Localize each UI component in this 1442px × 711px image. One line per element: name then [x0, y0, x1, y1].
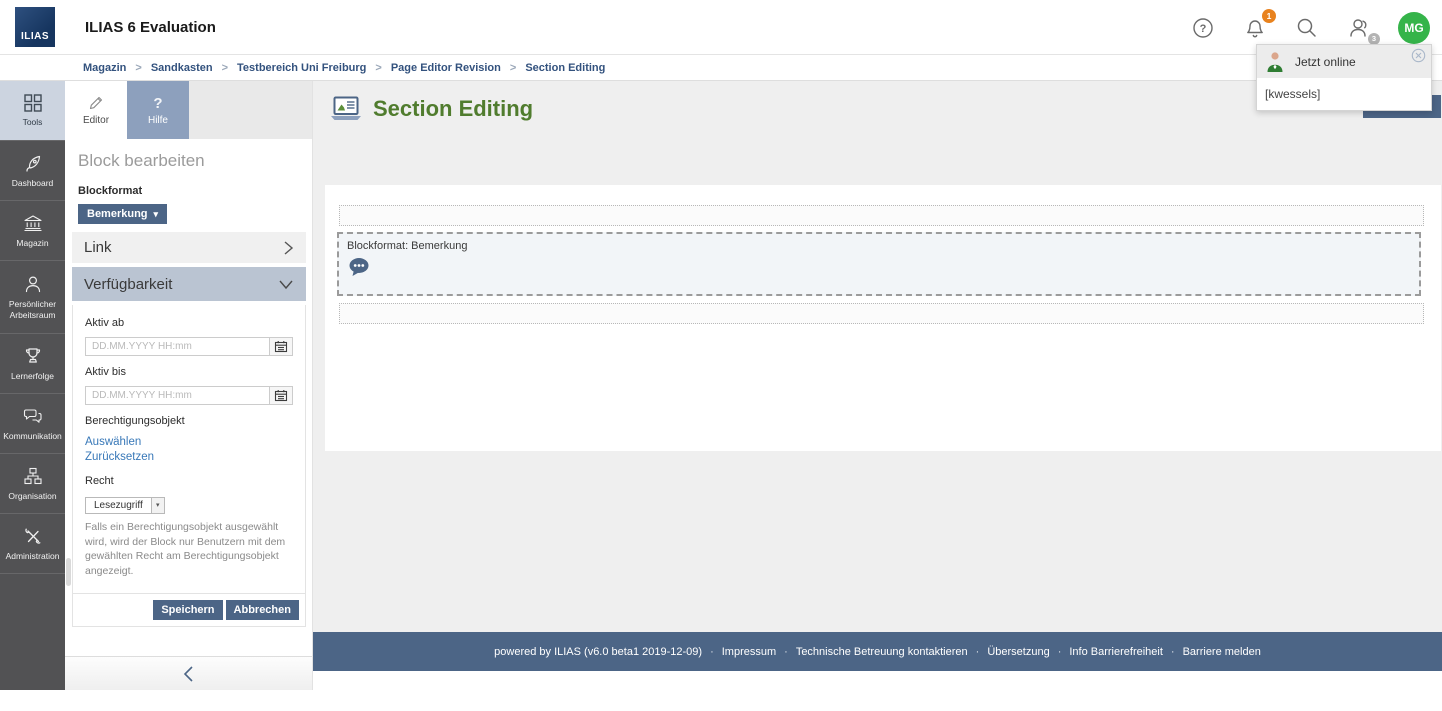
footer-separator: ·: [1170, 645, 1175, 658]
help-button[interactable]: [1190, 15, 1216, 41]
aktiv-ab-input[interactable]: [85, 337, 269, 356]
footer-link-uebersetzung[interactable]: Übersetzung: [987, 645, 1050, 658]
person-icon: [22, 273, 44, 295]
chevron-right-icon: [283, 240, 294, 256]
launch-icon: [22, 152, 44, 174]
tab-editor[interactable]: [65, 81, 127, 139]
crossed-tools-icon: [22, 525, 44, 547]
online-users-header[interactable]: [1257, 45, 1431, 78]
zuruecksetzen-link[interactable]: Zurücksetzen: [85, 450, 155, 463]
page-title: Section Editing: [373, 96, 534, 121]
sidebar-item-label: Organisation: [8, 491, 57, 502]
sidebar-item-label: Persönlicher Arbeitsraum: [8, 299, 57, 320]
main-sidebar: [0, 81, 65, 690]
main-content: [313, 81, 1442, 690]
panel-title: Block bearbeiten: [78, 151, 205, 170]
verfuegbarkeit-form: [72, 305, 306, 627]
close-icon[interactable]: [1411, 48, 1426, 63]
accordion-label: Verfügbarkeit: [84, 275, 173, 293]
sidebar-item-tools[interactable]: [0, 81, 65, 141]
blockformat-value: Bemerkung: [87, 208, 148, 220]
footer-separator: ·: [975, 645, 980, 658]
search-button[interactable]: [1294, 15, 1320, 41]
drop-zone-below[interactable]: [339, 303, 1424, 324]
recht-label: Recht: [85, 474, 114, 487]
chevron-down-icon: ▾: [153, 208, 159, 219]
accordion-verfuegbarkeit[interactable]: [72, 267, 306, 301]
ilias-logo[interactable]: [15, 7, 55, 47]
help-icon: [1191, 16, 1215, 40]
top-bar: [0, 0, 1442, 55]
chevron-down-icon: ▾: [151, 498, 164, 513]
footer-separator: ·: [710, 645, 714, 658]
bank-icon: [22, 212, 44, 234]
breadcrumb-separator: >: [375, 62, 382, 74]
question-icon: ?: [153, 94, 163, 112]
recht-selected-value: Lesezugriff: [94, 499, 143, 511]
pencil-icon: [87, 94, 105, 112]
recht-select[interactable]: [85, 497, 165, 514]
online-user-avatar-icon: [1265, 51, 1285, 73]
block-edit-form: [65, 139, 312, 627]
svg-text:?: ?: [1199, 22, 1207, 35]
notification-badge: 1: [1262, 9, 1276, 23]
sidebar-item-kommunikation[interactable]: [0, 394, 65, 454]
panel-scrollbar-thumb[interactable]: [66, 558, 71, 586]
online-users-list: [1257, 78, 1431, 110]
breadcrumb-separator: >: [135, 62, 142, 74]
grid-icon: [23, 93, 43, 113]
breadcrumb: [0, 56, 1442, 81]
comment-bubble-icon: [347, 256, 373, 280]
auswaehlen-link[interactable]: Auswählen: [85, 436, 142, 448]
tab-label: Hilfe: [147, 114, 168, 126]
sidebar-item-label: Lernerfolge: [10, 371, 54, 382]
aktiv-ab-calendar-button[interactable]: [269, 337, 293, 356]
content-page-icon: [330, 96, 362, 122]
tab-label: Editor: [82, 115, 110, 126]
breadcrumb-item-sandkasten[interactable]: Sandkasten: [150, 62, 213, 74]
chat-icon: [22, 405, 44, 427]
block-format-label: Blockformat: Bemerkung: [347, 240, 468, 252]
breadcrumb-separator: >: [221, 62, 229, 74]
sidebar-item-label: Dashboard: [11, 178, 54, 189]
powered-by-text: powered by ILIAS (v6.0 beta1 2019-12-09): [494, 645, 703, 658]
user-avatar[interactable]: MG: [1398, 12, 1430, 44]
trophy-icon: [22, 345, 44, 367]
breadcrumb-item-page-editor-revision[interactable]: Page Editor Revision: [390, 62, 501, 74]
sidebar-item-label: Administration: [5, 551, 60, 562]
sidebar-item-organisation[interactable]: [0, 454, 65, 514]
accordion-group: [72, 232, 306, 301]
aktiv-bis-calendar-button[interactable]: [269, 386, 293, 405]
footer-link-barriere-melden[interactable]: Barriere melden: [1182, 645, 1261, 658]
online-users-badge: 3: [1368, 33, 1380, 45]
sidebar-item-dashboard[interactable]: [0, 141, 65, 201]
accordion-link[interactable]: [72, 232, 306, 263]
panel-tabstrip: [65, 81, 312, 139]
aktiv-bis-input[interactable]: [85, 386, 269, 405]
tab-hilfe[interactable]: [127, 81, 189, 139]
aktiv-bis-label: Aktiv bis: [85, 366, 126, 378]
footer-link-technische-betreuung[interactable]: Technische Betreuung kontaktieren: [795, 645, 968, 658]
aktiv-ab-field: [85, 337, 293, 356]
footer-link-info-barrierefreiheit[interactable]: Info Barrierefreiheit: [1069, 645, 1163, 658]
online-users-dropdown: [1256, 44, 1432, 111]
berechtigungsobjekt-label: Berechtigungsobjekt: [85, 415, 185, 427]
breadcrumb-item-section-editing[interactable]: Section Editing: [525, 62, 606, 74]
page-footer: [313, 632, 1442, 671]
footer-separator: ·: [1057, 645, 1062, 658]
online-user-entry[interactable]: [kwessels]: [1265, 87, 1321, 101]
save-button[interactable]: Speichern: [153, 600, 222, 620]
online-users-title: Jetzt online: [1295, 54, 1356, 69]
bottom-strip: [313, 671, 1442, 690]
logo-text: ILIAS: [20, 31, 50, 42]
sidebar-filler: [0, 574, 65, 690]
aktiv-bis-field: [85, 386, 293, 405]
sidebar-item-label: Magazin: [16, 238, 49, 249]
accordion-label: Link: [84, 239, 112, 256]
form-button-row: [73, 593, 305, 626]
cancel-button[interactable]: Abbrechen: [226, 600, 299, 620]
aktiv-ab-label: Aktiv ab: [85, 317, 125, 329]
sidebar-item-administration[interactable]: [0, 514, 65, 574]
selected-section-block[interactable]: [337, 232, 1421, 296]
footer-separator: ·: [784, 645, 788, 658]
app-title: ILIAS 6 Evaluation: [85, 18, 216, 36]
sidebar-item-label: Tools: [22, 117, 43, 128]
search-icon: [1295, 16, 1319, 40]
sidebar-item-lernerfolge[interactable]: [0, 334, 65, 394]
drop-zone-above[interactable]: [339, 205, 1424, 226]
online-users-button[interactable]: [1346, 15, 1377, 43]
panel-collapse-button[interactable]: [65, 656, 312, 690]
breadcrumb-item-testbereich[interactable]: Testbereich Uni Freiburg: [237, 62, 367, 74]
breadcrumb-separator: >: [509, 62, 517, 74]
notifications-button[interactable]: [1242, 10, 1272, 41]
orgchart-icon: [22, 465, 44, 487]
sidebar-item-label: Kommunikation: [3, 431, 62, 442]
chevron-left-icon: [183, 665, 195, 683]
chevron-down-icon: [278, 279, 294, 290]
breadcrumb-item-magazin[interactable]: Magazin: [83, 62, 127, 74]
sidebar-item-persoenlicher-arbeitsraum[interactable]: [0, 261, 65, 334]
sidebar-item-magazin[interactable]: [0, 201, 65, 261]
page-editor-canvas: [325, 185, 1441, 451]
calendar-icon: [274, 340, 288, 353]
body-layout: [0, 81, 1442, 690]
berechtigung-hint-text: Falls ein Berechtigungsobjekt ausgewählt wird, wird der Block nur Benutzern mit dem gewählten Recht am Berechtigungsobjekt angezeigt.: [85, 520, 286, 577]
blockformat-label: Blockformat: [78, 185, 143, 197]
footer-link-impressum[interactable]: Impressum: [721, 645, 777, 658]
blockformat-dropdown-button[interactable]: [78, 204, 167, 224]
calendar-icon: [274, 389, 288, 402]
editor-slate-panel: [65, 81, 313, 690]
